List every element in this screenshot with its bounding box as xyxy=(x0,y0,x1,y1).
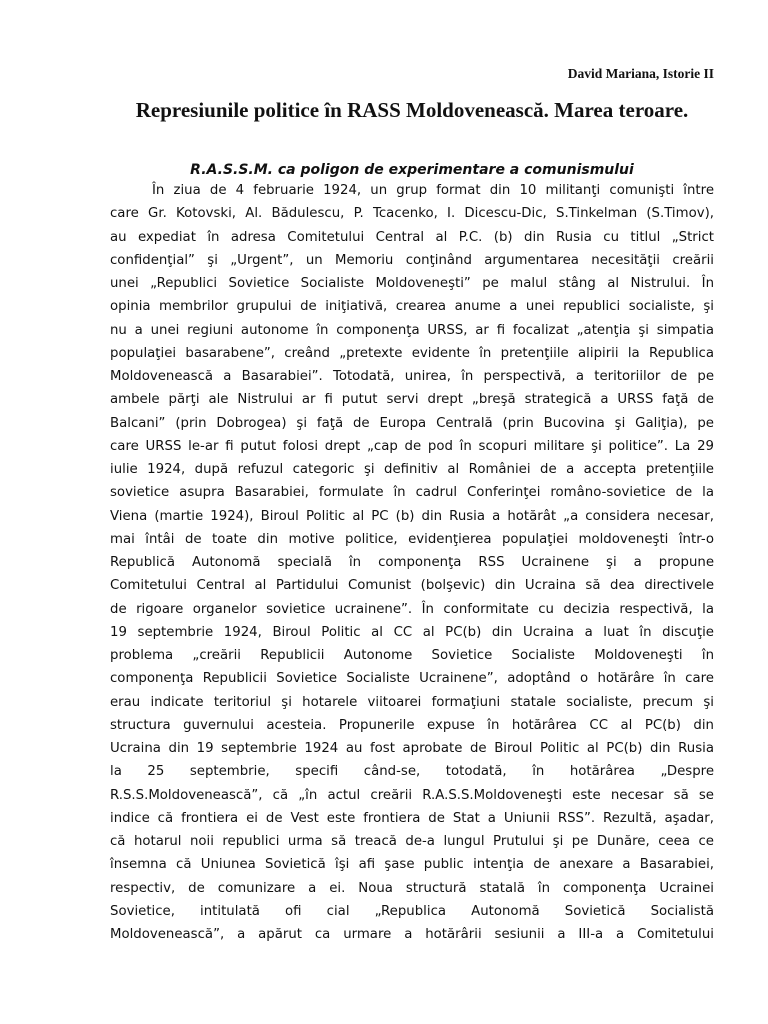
paragraph-line: sovietice asupra Basarabiei, formulate în cadrul Conferinţei româno-sovietice de la xyxy=(110,485,714,501)
paragraph-line: însemna că Uniunea Sovietică îşi afi şase public intenţia de anexare a Basarabiei, xyxy=(110,857,714,873)
paragraph-line: Republică Autonomă specială în componenţa RSS Ucrainene şi a propune xyxy=(110,555,714,570)
paragraph-line: unei „Republici Sovietice Socialiste Moldoveneşti” pe malul stâng al Nistrului. În xyxy=(110,276,714,291)
author-line: David Mariana, Istorie II xyxy=(567,66,714,81)
paragraph-line: 19 septembrie 1924, Biroul Politic al CC al PC(b) din Ucraina a luat în discuţie xyxy=(110,624,714,640)
paragraph-line: opinia membrilor grupului de iniţiativă, crearea anume a unei republici socialiste, şi xyxy=(110,299,714,315)
paragraph-line: Ucraina din 19 septembrie 1924 au fost aprobate de Biroul Politic al PC(b) din Rusia xyxy=(110,741,714,756)
paragraph-line: mai întâi de toate din motive politice, evidenţierea populaţiei moldoveneşti într-o xyxy=(110,531,714,547)
paragraph-line: au expediat în adresa Comitetului Central al P.C. (b) din Rusia cu titlul „Strict xyxy=(110,229,714,245)
paragraph-line: structura guvernului acesteia. Propunerile expuse în hotărârea CC al PC(b) din xyxy=(110,717,714,733)
paragraph-line: Comitetului Central al Partidului Comunist (bolşevic) din Ucraina să dea directivele xyxy=(110,578,714,594)
paragraph-line: nu a unei regiuni autonome în componenţa URSS, ar fi focalizat „atenţia şi simpatia xyxy=(110,322,714,338)
paragraph-line: indice că frontiera ei de Vest este frontiera de Stat a Uniunii RSS”. Rezultă, aşadar, xyxy=(110,810,714,826)
paragraph-line: de rigoare organelor sovietice ucrainene”. În conformitate cu decizia respectivă, la xyxy=(110,601,714,617)
body-paragraph xyxy=(110,179,714,946)
paragraph-line: că hotarul noii republici urma să treacă de-a lungul Prutului şi pe Dunăre, ceea ce xyxy=(110,834,714,849)
section-subtitle: R.A.S.S.M. ca poligon de experimentare a comunismului xyxy=(190,162,634,178)
paragraph-line: Sovietice, intitulată ofi cial „Republica Autonomă Sovietică Socialistă xyxy=(110,903,714,919)
paragraph-line: respectiv, de comunizare a ei. Noua structură statală în componenţa Ucrainei xyxy=(110,880,714,896)
paragraph-line: componenţa Republicii Sovietice Socialiste Ucrainene”, adoptând o hotărâre în care xyxy=(110,671,714,687)
paragraph-line: confidenţial” şi „Urgent”, un Memoriu conţinând argumentarea necesităţii creării xyxy=(110,252,714,268)
paragraph-line: iulie 1924, după refuzul categoric şi definitiv al României de a accepta pretenţiile xyxy=(110,462,714,477)
paragraph-line: ambele părţi ale Nistrului ar fi putut servi drept „breşă strategică a URSS faţă de xyxy=(110,392,714,408)
paragraph-line: Moldovenească a Basarabiei”. Totodată, unirea, în perspectivă, a teritoriilor de pe xyxy=(110,369,714,384)
paragraph-line: care URSS le-ar fi putut folosi drept „cap de pod în scopuri militare şi politice”. La 29 xyxy=(110,438,714,454)
paragraph-line: R.S.S.Moldovenească”, că „în actul creării R.A.S.S.Moldoveneşti este necesar să se xyxy=(110,787,714,803)
paragraph-line: populaţiei basarabene”, creând „pretexte evidente în pretenţiile alipirii la Republica xyxy=(110,345,714,361)
paragraph-line: În ziua de 4 februarie 1924, un grup format din 10 militanţi comunişti între xyxy=(152,183,714,198)
paragraph-line: erau indicate teritoriul şi hotarele viitoarei formaţiuni statale socialiste, precum şi xyxy=(110,694,714,710)
paragraph-line: Moldovenească”, a apărut ca urmare a hotărârii sesiunii a III-a a Comitetului xyxy=(110,927,714,942)
paragraph-line: care Gr. Kotovski, Al. Bădulescu, P. Tcacenko, I. Dicescu-Dic, S.Tinkelman (S.Timov), xyxy=(110,206,714,222)
paragraph-line: Balcani” (prin Dobrogea) şi faţă de Europa Centrală (prin Bucovina şi Galiţia), pe xyxy=(110,415,714,431)
document-title: Represiunile politice în RASS Moldovenească. Marea teroare. xyxy=(135,98,689,122)
paragraph-line: la 25 septembrie, specifi când-se, totodată, în hotărârea „Despre xyxy=(110,764,714,780)
paragraph-line: problema „creării Republicii Autonome Sovietice Socialiste Moldoveneşti în xyxy=(110,648,714,663)
paragraph-line: Viena (martie 1924), Biroul Politic al PC (b) din Rusia a hotărât „a considera necesar, xyxy=(110,508,714,524)
